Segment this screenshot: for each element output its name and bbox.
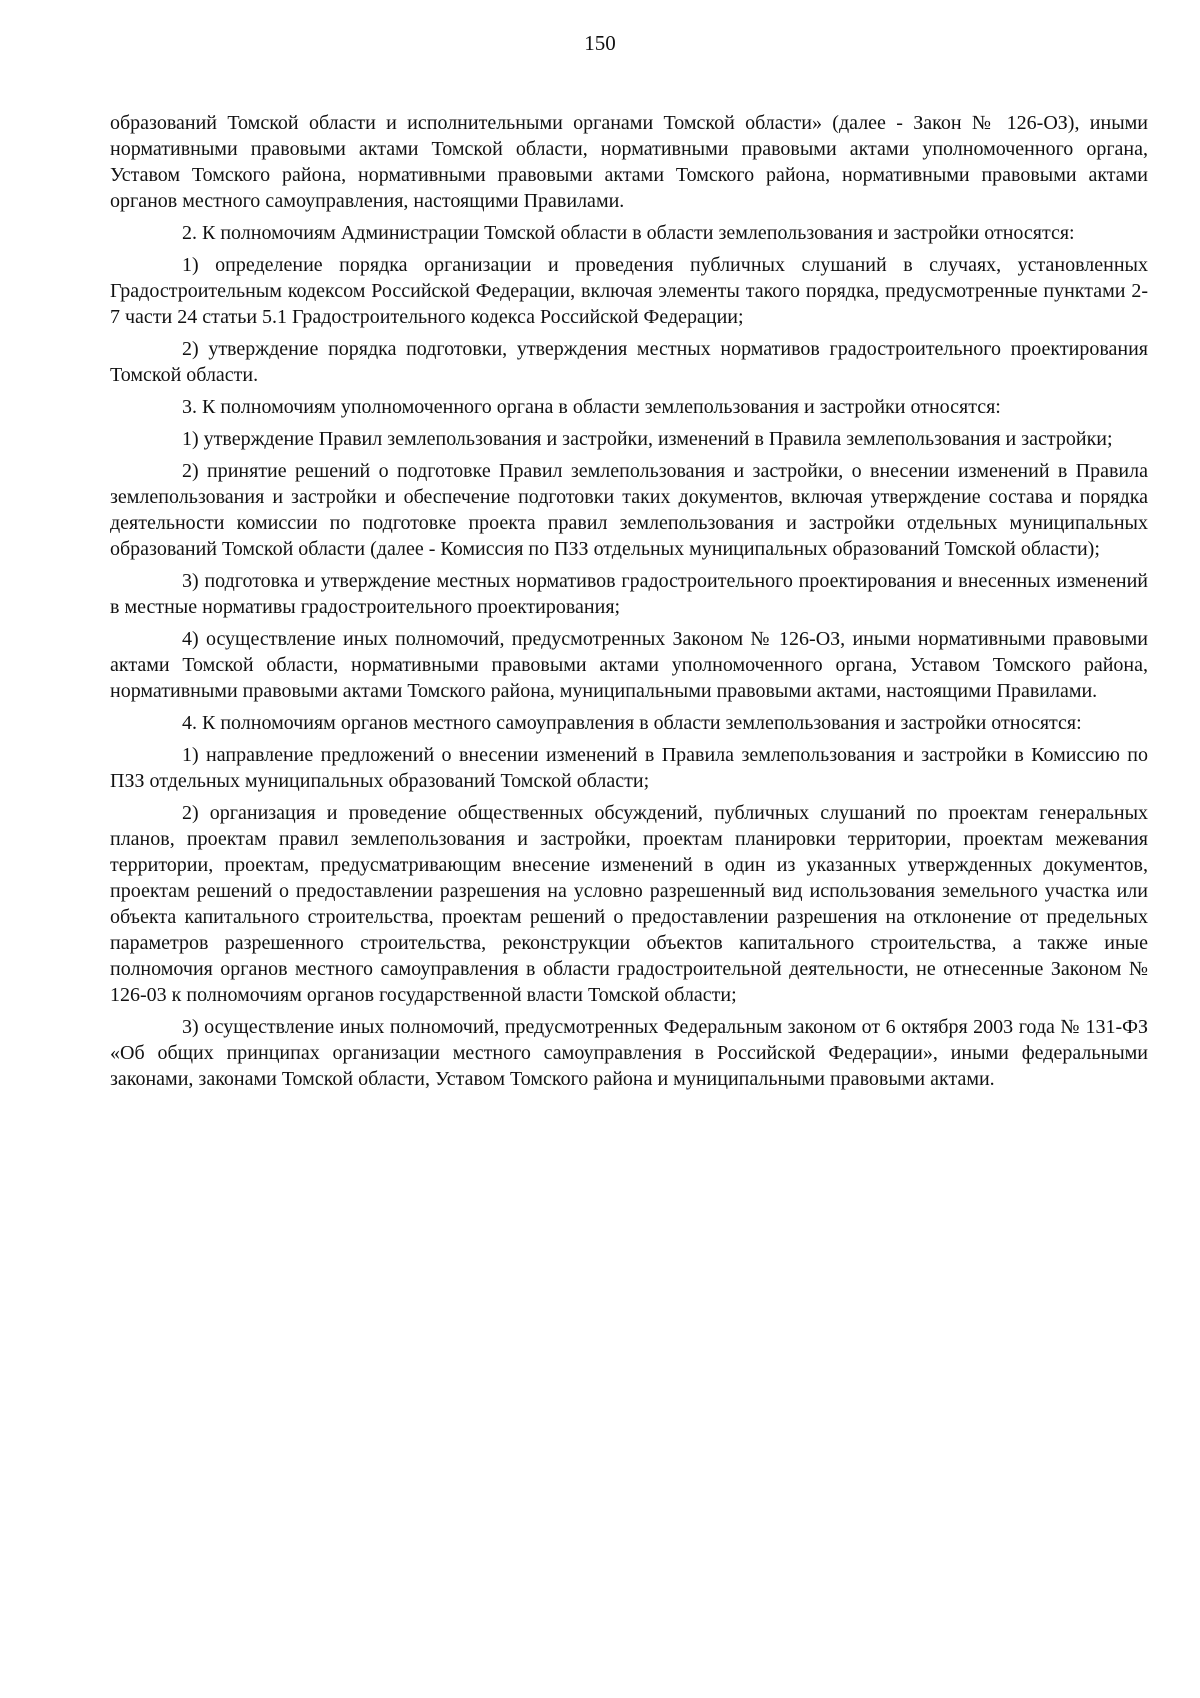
- paragraph-section-4-item-1: 1) направление предложений о внесении изменений в Правила землепользования и застройки в Комиссию по ПЗЗ отдельных муниципальных образований Томской области;: [110, 744, 1148, 792]
- paragraph-intro-continuation: образований Томской области и исполнительными органами Томской области» (далее - Закон № 126-ОЗ), иными нормативными правовыми актами Томской области, нормативными правовыми актами уполномоченного органа, Уставом Томского района, нормативными правовыми актами Томского района, нормативными правовыми актами органов местного самоуправления, настоящими Правилами.: [110, 112, 1148, 212]
- paragraph-section-3-item-1: 1) утверждение Правил землепользования и застройки, изменений в Правила землепользования и застройки;: [182, 428, 1113, 450]
- paragraph-section-2: 2. К полномочиям Администрации Томской области в области землепользования и застройки относятся:: [182, 222, 1075, 244]
- paragraph-section-2-item-1: 1) определение порядка организации и проведения публичных слушаний в случаях, установленных Градостроительным кодексом Российской Федерации, включая элементы такого порядка, предусмотренные пунктами 2-7 части 24 статьи 5.1 Градостроительного кодекса Российской Федерации;: [110, 254, 1148, 328]
- paragraph-section-3-item-4: 4) осуществление иных полномочий, предусмотренных Законом № 126-ОЗ, иными нормативными правовыми актами Томской области, нормативными правовыми актами уполномоченного органа, Уставом Томского района, нормативными правовыми актами Томского района, муниципальными правовыми актами, настоящими Правилами.: [110, 628, 1148, 702]
- paragraph-section-4: 4. К полномочиям органов местного самоуправления в области землепользования и застройки относятся:: [182, 712, 1082, 734]
- paragraph-section-2-item-2: 2) утверждение порядка подготовки, утверждения местных нормативов градостроительного проектирования Томской области.: [110, 338, 1148, 386]
- paragraph-section-3-item-2: 2) принятие решений о подготовке Правил землепользования и застройки, о внесении изменений в Правила землепользования и застройки и обеспечение подготовки таких документов, включая утверждение состава и порядка деятельности комиссии по подготовке проекта правил землепользования и застройки отдельных муниципальных образований Томской области (далее - Комиссия по ПЗЗ отдельных муниципальных образований Томской области);: [110, 460, 1148, 560]
- page-number: 150: [584, 31, 616, 55]
- paragraph-section-4-item-2: 2) организация и проведение общественных обсуждений, публичных слушаний по проектам генеральных планов, проектам правил землепользования и застройки, проектам планировки территории, проектам межевания территории, проектам, предусматривающим внесение изменений в один из указанных утвержденных документов, проектам решений о предоставлении разрешения на условно разрешенный вид использования земельного участка или объекта капитального строительства, проектам решений о предоставлении разрешения на отклонение от предельных параметров разрешенного строительства, реконструкции объектов капитального строительства, а также иные полномочия органов местного самоуправления в области градостроительной деятельности, не отнесенные Законом № 126-03 к полномочиям органов государственной власти Томской области;: [110, 802, 1148, 1006]
- paragraph-section-4-item-3: 3) осуществление иных полномочий, предусмотренных Федеральным законом от 6 октября 2003 года № 131-ФЗ «Об общих принципах организации местного самоуправления в Российской Федерации», иными федеральными законами, законами Томской области, Уставом Томского района и муниципальными правовыми актами.: [110, 1016, 1148, 1090]
- document-body: [110, 110, 1148, 1098]
- paragraph-section-3: 3. К полномочиям уполномоченного органа в области землепользования и застройки относятся:: [182, 396, 1001, 418]
- paragraph-section-3-item-3: 3) подготовка и утверждение местных нормативов градостроительного проектирования и внесенных изменений в местные нормативы градостроительного проектирования;: [110, 570, 1148, 618]
